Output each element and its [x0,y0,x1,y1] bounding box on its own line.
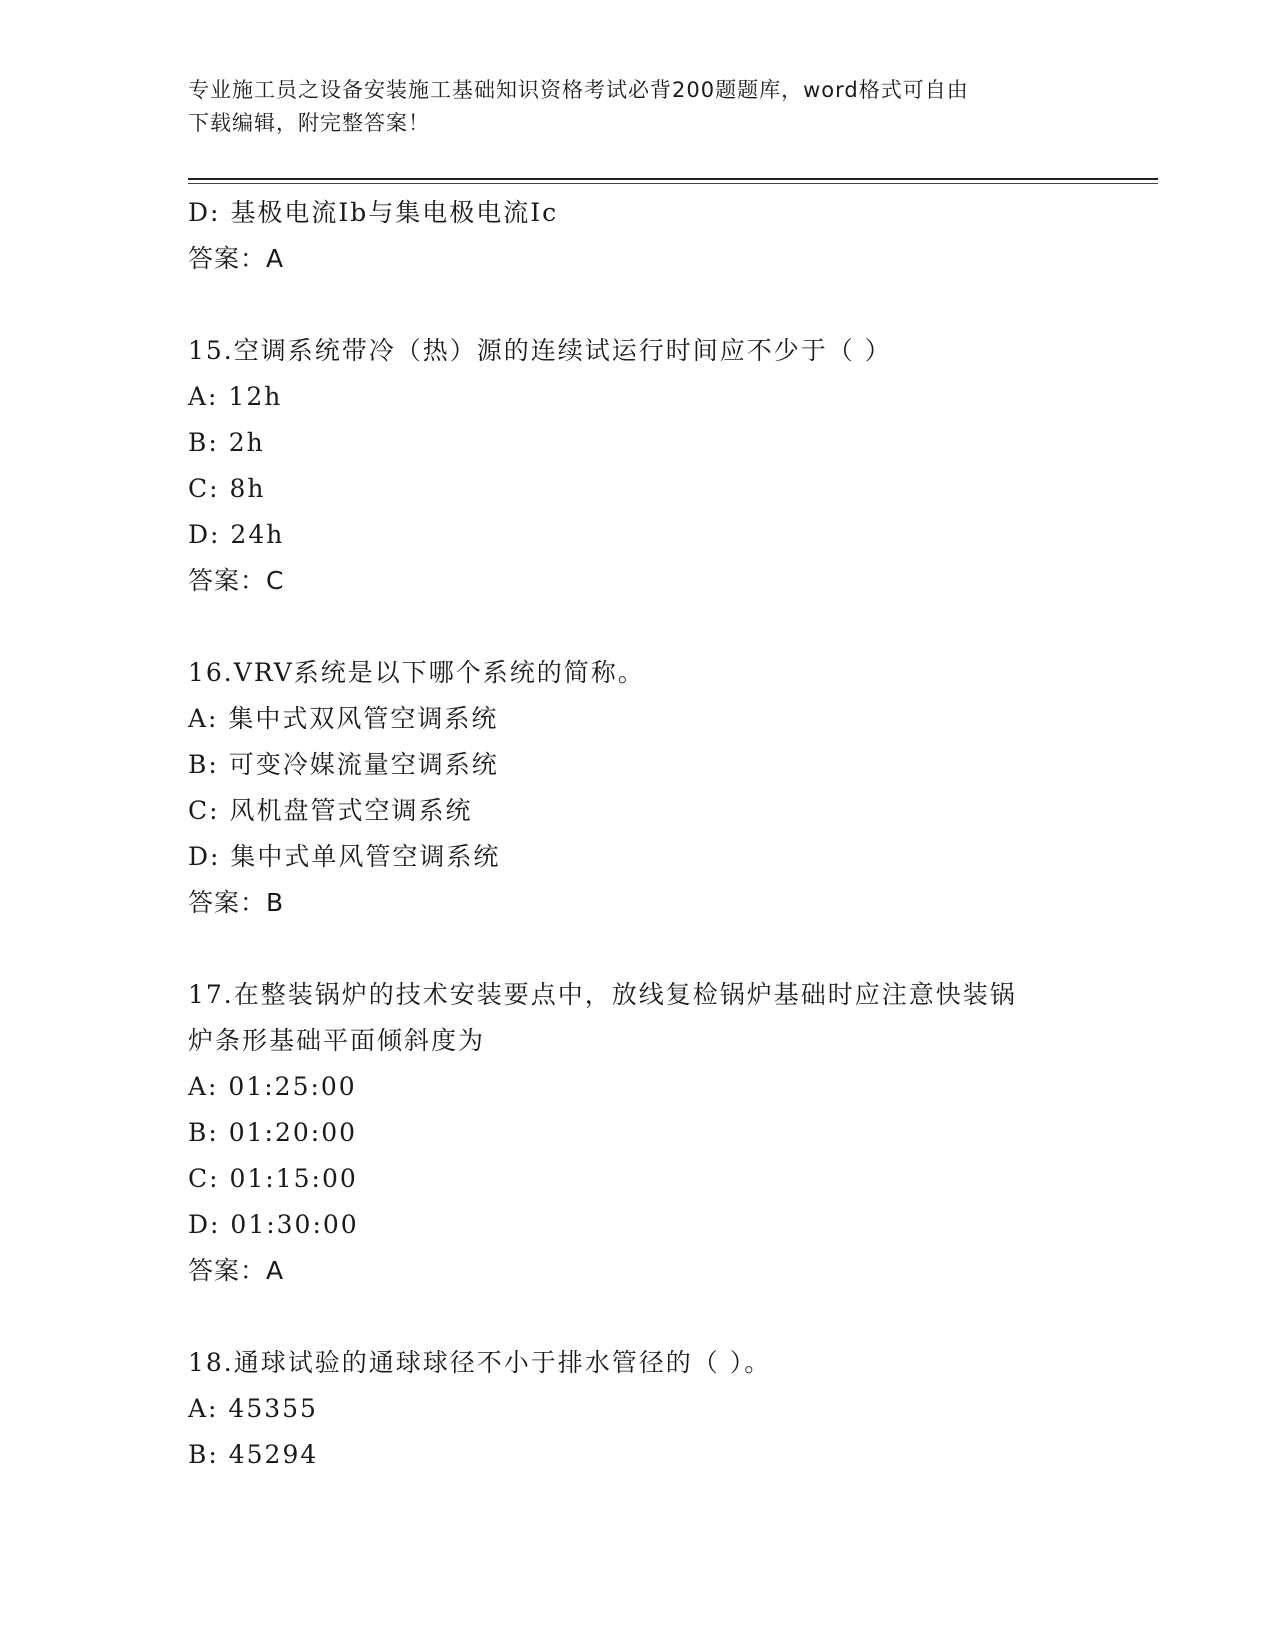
option-a: A: 集中式双风管空调系统 [188,704,499,733]
option-d: D: 集中式单风管空调系统 [188,842,501,871]
option-c: C: 风机盘管式空调系统 [188,796,473,825]
option-b: B: 01:20:00 [188,1118,358,1147]
question-stem-line-2: 炉条形基础平面倾斜度为 [188,1026,486,1055]
header-line-2: 下载编辑，附完整答案！ [188,111,430,135]
option-d: D: 01:30:00 [188,1210,359,1239]
question-15 [188,328,1088,604]
question-stem-line-1: 17.在整装锅炉的技术安装要点中，放线复检锅炉基础时应注意快装锅 [188,980,1017,1009]
option-a: A: 12h [188,382,283,411]
option-b: B: 2h [188,428,265,457]
question-stem: 16.VRV系统是以下哪个系统的简称。 [188,658,645,687]
question-list [188,190,1088,1478]
header-divider-thick [188,178,1158,180]
answer-line: 答案：A [188,1256,285,1285]
answer-line: 答案：B [188,888,285,917]
spacer [188,926,1088,972]
option-a: A: 45355 [188,1394,318,1423]
option-d: D: 24h [188,520,285,549]
option-b: B: 可变冷媒流量空调系统 [188,750,499,779]
option-c: C: 8h [188,474,266,503]
answer-line: 答案：C [188,566,285,595]
previous-question-tail [188,190,1088,282]
option-c: C: 01:15:00 [188,1164,358,1193]
question-18 [188,1340,1088,1478]
option-a: A: 01:25:00 [188,1072,357,1101]
question-16 [188,650,1088,926]
question-stem: 15.空调系统带冷（热）源的连续试运行时间应不少于（ ） [188,336,892,365]
question-17 [188,972,1088,1294]
option-d: D: 基极电流Ib与集电极电流Ic [188,198,559,227]
spacer [188,282,1088,328]
answer-line: 答案：A [188,244,285,273]
question-stem: 18.通球试验的通球球径不小于排水管径的（ ）。 [188,1348,772,1377]
header-line-1: 专业施工员之设备安装施工基础知识资格考试必背200题题库，word格式可自由 [188,78,969,102]
document-header [188,74,1068,140]
spacer [188,604,1088,650]
header-divider-thin [188,183,1158,184]
option-b: B: 45294 [188,1440,319,1469]
spacer [188,1294,1088,1340]
